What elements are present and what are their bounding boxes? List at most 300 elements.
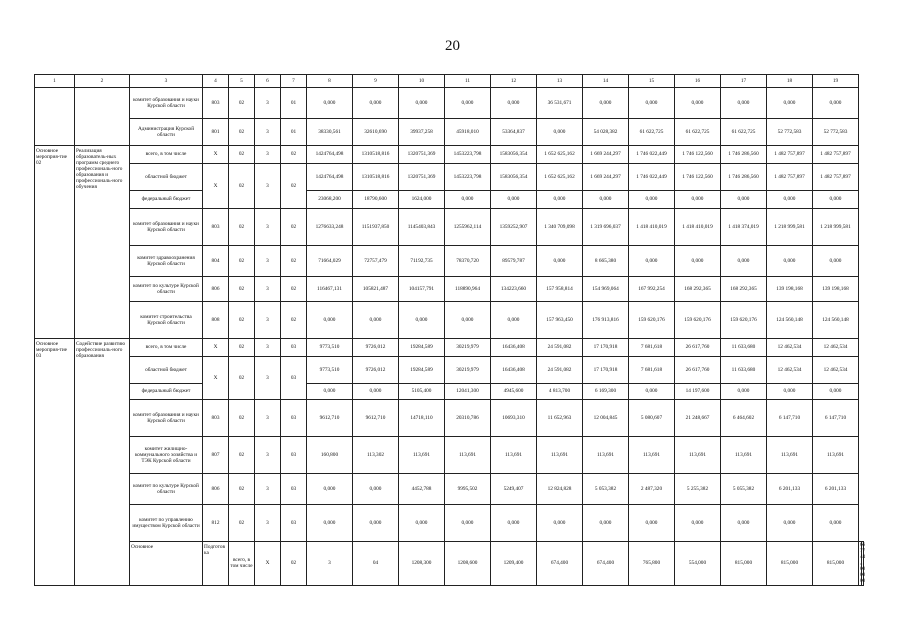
amount-cell: 52 772,583	[767, 119, 813, 146]
amount-cell: 815,000	[767, 542, 813, 586]
amount-cell: 1 218 999,581	[767, 209, 813, 246]
amount-cell: 1 669 244,297	[583, 146, 629, 164]
amount-cell: 0,000	[675, 88, 721, 119]
executor-cell: комитет образования и науки Курской области	[130, 88, 203, 119]
amount-cell: 4 813,700	[537, 384, 583, 400]
table-row	[35, 246, 864, 277]
amount-cell: 1 652 625,162	[537, 164, 583, 191]
amount-cell: 72757,479	[353, 246, 399, 277]
grbs-cell: 804	[203, 246, 229, 277]
amount-cell: 104157,791	[399, 277, 445, 302]
amount-cell: 168 292,365	[675, 277, 721, 302]
event-code-cell: 03	[281, 400, 307, 437]
amount-cell: 154 969,064	[583, 277, 629, 302]
program-code-cell: 3	[255, 505, 281, 542]
amount-cell: 0,000	[675, 191, 721, 209]
amount-cell: 6 169,300	[583, 384, 629, 400]
rzpr-cell: 02	[229, 437, 255, 474]
event-code-cell: 01	[281, 88, 307, 119]
amount-cell: 89579,787	[491, 246, 537, 277]
table-row	[35, 384, 864, 400]
amount-cell: 1359252,907	[491, 209, 537, 246]
amount-cell: 78370,720	[445, 246, 491, 277]
header-cell: 6	[255, 75, 281, 88]
amount-cell: 61 622,725	[721, 119, 767, 146]
amount-cell: 0,000	[813, 505, 859, 542]
amount-cell: 61 622,725	[675, 119, 721, 146]
amount-cell: 0,000	[537, 505, 583, 542]
amount-cell: 1208,600	[445, 542, 491, 586]
amount-cell: 54 028,382	[583, 119, 629, 146]
amount-cell: 18790,600	[353, 191, 399, 209]
event-code-cell: 02	[281, 277, 307, 302]
amount-cell: 0,000	[399, 88, 445, 119]
grbs-cell: 803	[203, 400, 229, 437]
amount-cell: 19284,589	[399, 357, 445, 384]
executor-cell: комитет строительства Курской области	[130, 302, 203, 339]
amount-cell: 1310518,816	[353, 164, 399, 191]
amount-cell: 1255962,114	[445, 209, 491, 246]
amount-cell: 118890,964	[445, 277, 491, 302]
rzpr-cell: 02	[281, 542, 307, 586]
amount-cell: 113,691	[537, 437, 583, 474]
amount-cell: 0,000	[629, 191, 675, 209]
amount-cell: 0,000	[307, 302, 353, 339]
executor-cell: всего, в том числе	[130, 146, 203, 164]
amount-cell: 12 462,534	[813, 357, 859, 384]
amount-cell: 12 824,828	[537, 474, 583, 505]
table-row	[35, 505, 864, 542]
amount-cell: 1 418 374,019	[721, 209, 767, 246]
event-title-cell	[75, 88, 130, 146]
amount-cell: 139 198,168	[813, 277, 859, 302]
amount-cell: 1 746 286,560	[721, 146, 767, 164]
header-row	[35, 75, 864, 88]
amount-cell: 11 633,680	[721, 357, 767, 384]
amount-cell: 0,000	[721, 505, 767, 542]
amount-cell: 1624,000	[399, 191, 445, 209]
amount-cell: 0,000	[813, 246, 859, 277]
event-number-cell	[35, 88, 75, 146]
amount-cell: 765,800	[629, 542, 675, 586]
amount-cell: 39937,258	[399, 119, 445, 146]
amount-cell: 0,000	[767, 88, 813, 119]
amount-cell: 0,000	[491, 505, 537, 542]
amount-cell: 0,000	[767, 384, 813, 400]
amount-cell: 0,000	[721, 384, 767, 400]
table-row	[35, 542, 864, 586]
amount-cell: 6 464,602	[721, 400, 767, 437]
executor-cell: областной бюджет	[130, 164, 203, 191]
table-row	[35, 302, 864, 339]
amount-cell: 53364,837	[491, 119, 537, 146]
amount-cell: 6 147,710	[767, 400, 813, 437]
amount-cell: 11 652,963	[537, 400, 583, 437]
amount-cell: 19284,589	[399, 339, 445, 357]
header-cell: 19	[813, 75, 859, 88]
amount-cell: 5249,407	[491, 474, 537, 505]
amount-cell: 1 418 410,019	[675, 209, 721, 246]
event-code-cell: 02	[281, 302, 307, 339]
amount-cell: 1209,400	[491, 542, 537, 586]
grbs-cell: Х	[203, 164, 229, 209]
amount-cell: 12041,300	[445, 384, 491, 400]
table-row	[35, 474, 864, 505]
amount-cell: 1208,300	[399, 542, 445, 586]
amount-cell: 12 004,845	[583, 400, 629, 437]
event-number-cell: Основное	[130, 542, 203, 586]
amount-cell: 0,000	[445, 302, 491, 339]
amount-cell: 1310518,816	[353, 146, 399, 164]
grbs-cell: Х	[203, 339, 229, 357]
header-cell: 17	[721, 75, 767, 88]
table-row	[35, 119, 864, 146]
amount-cell: 113,691	[721, 437, 767, 474]
event-number-cell: Основное мероприя-тие 03	[35, 339, 75, 586]
amount-cell: 1 418 410,019	[629, 209, 675, 246]
amount-cell: 0,000	[307, 505, 353, 542]
executor-cell: всего, в том числе	[229, 542, 255, 586]
program-code-cell: 3	[255, 437, 281, 474]
table-row	[35, 400, 864, 437]
program-code-cell: 3	[255, 302, 281, 339]
program-code-cell: 3	[255, 277, 281, 302]
amount-cell: 26 617,760	[675, 357, 721, 384]
amount-cell: 0,000	[629, 505, 675, 542]
amount-cell: 6 147,710	[813, 400, 859, 437]
event-code-cell: 02	[281, 209, 307, 246]
amount-cell: 1 746 122,560	[675, 164, 721, 191]
grbs-cell: 806	[203, 474, 229, 505]
amount-cell: 1276633,248	[307, 209, 353, 246]
amount-cell: 0,000	[767, 191, 813, 209]
amount-cell: 26 617,760	[675, 339, 721, 357]
amount-cell: 0,000	[353, 302, 399, 339]
header-cell: 1	[35, 75, 75, 88]
rzpr-cell: 02	[229, 474, 255, 505]
amount-cell: 159 620,176	[721, 302, 767, 339]
executor-cell: федеральный бюджет	[130, 191, 203, 209]
program-code-cell: 3	[307, 542, 353, 586]
amount-cell: 45918,010	[445, 119, 491, 146]
amount-cell: 9612,710	[307, 400, 353, 437]
amount-cell: 159 620,176	[629, 302, 675, 339]
rzpr-cell: 02	[229, 164, 255, 209]
amount-cell: 14718,110	[399, 400, 445, 437]
amount-cell: 23068,200	[307, 191, 353, 209]
amount-cell: 12 462,534	[767, 339, 813, 357]
amount-cell: 5 080,607	[629, 400, 675, 437]
amount-cell: 21 248,667	[675, 400, 721, 437]
amount-cell: 0,000	[813, 384, 859, 400]
rzpr-cell: 02	[229, 505, 255, 542]
program-code-cell: 3	[255, 119, 281, 146]
amount-cell: 5105,400	[399, 384, 445, 400]
amount-cell: 4452,788	[399, 474, 445, 505]
amount-cell: 12 462,534	[813, 339, 859, 357]
budget-table	[34, 74, 864, 586]
amount-cell: 2 487,320	[629, 474, 675, 505]
amount-cell: 674,000	[860, 542, 863, 585]
event-title-cell: Реализация образователь-ных программ среднего профессиональ-ного образования и профессиональ-ного обучения	[75, 146, 130, 339]
amount-cell: 0,000	[583, 505, 629, 542]
amount-cell: 1 669 244,297	[583, 164, 629, 191]
amount-cell: 1 340 709,098	[537, 209, 583, 246]
amount-cell: 1424764,498	[307, 146, 353, 164]
executor-cell: комитет образования и науки Курской области	[130, 209, 203, 246]
amount-cell: 20310,786	[445, 400, 491, 437]
amount-cell: 0,000	[721, 246, 767, 277]
program-code-cell: 3	[255, 209, 281, 246]
amount-cell: 0,000	[445, 505, 491, 542]
table-row	[35, 357, 864, 384]
amount-cell: 0,000	[629, 384, 675, 400]
amount-cell: 1 746 286,560	[721, 164, 767, 191]
amount-cell: 0,000	[445, 191, 491, 209]
amount-cell: 124 560,148	[813, 302, 859, 339]
header-cell: 18	[767, 75, 813, 88]
event-code-cell: 01	[281, 119, 307, 146]
amount-cell: 1424764,498	[307, 164, 353, 191]
amount-cell: 71664,029	[307, 246, 353, 277]
amount-cell: 1 746 022,449	[629, 146, 675, 164]
amount-cell: 0,000	[813, 191, 859, 209]
amount-cell: 32610,690	[353, 119, 399, 146]
rzpr-cell: 02	[229, 302, 255, 339]
rzpr-cell: 02	[229, 357, 255, 400]
amount-cell: 9726,012	[353, 339, 399, 357]
program-code-cell: 3	[255, 88, 281, 119]
amount-cell: 0,000	[307, 384, 353, 400]
page-number: 20	[445, 38, 460, 54]
amount-cell: 0,000	[767, 505, 813, 542]
grbs-cell: 808	[203, 302, 229, 339]
amount-cell: 113,691	[445, 437, 491, 474]
header-cell: 4	[203, 75, 229, 88]
amount-cell: 674,400	[537, 542, 583, 586]
amount-cell: 113,302	[353, 437, 399, 474]
amount-cell: 139 198,168	[767, 277, 813, 302]
amount-cell: 0,000	[399, 505, 445, 542]
amount-cell: 1 482 757,897	[767, 164, 813, 191]
event-code-cell: 03	[281, 474, 307, 505]
amount-cell: 1 319 696,037	[583, 209, 629, 246]
program-code-cell: 3	[255, 357, 281, 400]
amount-cell: 0,000	[583, 88, 629, 119]
executor-cell: комитет жилищно-коммунального хозяйства и ТЭК Курской области	[130, 437, 203, 474]
amount-cell: 24 591,082	[537, 357, 583, 384]
program-code-cell: 3	[255, 146, 281, 164]
amount-cell: 674,000	[862, 542, 866, 585]
amount-cell: 10693,310	[491, 400, 537, 437]
amount-cell: 14 197,600	[675, 384, 721, 400]
amount-cell: 168 292,365	[721, 277, 767, 302]
header-cell: 15	[629, 75, 675, 88]
rzpr-cell: 02	[229, 277, 255, 302]
amount-cell: 0,000	[675, 505, 721, 542]
table-row	[35, 191, 864, 209]
amount-cell: 0,000	[353, 474, 399, 505]
amount-cell: 0,000	[537, 191, 583, 209]
amount-cell: 9773,510	[307, 339, 353, 357]
rzpr-cell: 02	[229, 209, 255, 246]
rzpr-cell: 02	[229, 146, 255, 164]
executor-cell: Администрация Курской области	[130, 119, 203, 146]
grbs-cell: Х	[203, 146, 229, 164]
header-cell: 9	[353, 75, 399, 88]
amount-cell: 124 560,148	[767, 302, 813, 339]
amount-cell: 1453223,798	[445, 146, 491, 164]
header-cell: 2	[75, 75, 130, 88]
rzpr-cell: 02	[229, 400, 255, 437]
amount-cell: 105821,487	[353, 277, 399, 302]
amount-cell: 554,000	[675, 542, 721, 586]
amount-cell: 17 170,918	[583, 357, 629, 384]
amount-cell: 1145403,843	[399, 209, 445, 246]
event-code-cell: 04	[353, 542, 399, 586]
executor-cell: комитет по культуре Курской области	[130, 277, 203, 302]
event-code-cell: 03	[281, 357, 307, 400]
rzpr-cell: 02	[229, 246, 255, 277]
event-number-cell: Основное мероприя-тие 02	[35, 146, 75, 339]
header-cell: 11	[445, 75, 491, 88]
grbs-cell: 807	[203, 437, 229, 474]
amount-cell: 5 055,382	[721, 474, 767, 505]
header-cell: 7	[281, 75, 307, 88]
amount-cell: 167 992,254	[629, 277, 675, 302]
amount-cell: 9995,502	[445, 474, 491, 505]
amount-cell: 0,000	[583, 191, 629, 209]
amount-cell: 9726,012	[353, 357, 399, 384]
table-row	[35, 339, 864, 357]
header-cell: 10	[399, 75, 445, 88]
grbs-cell: Х	[203, 357, 229, 400]
amount-cell: 16436,408	[491, 339, 537, 357]
event-code-cell: 02	[281, 146, 307, 164]
amount-cell: 1320751,369	[399, 164, 445, 191]
event-code-cell: 03	[281, 339, 307, 357]
rzpr-cell: 02	[229, 88, 255, 119]
header-cell: 8	[307, 75, 353, 88]
amount-cell: 1 482 757,897	[813, 164, 859, 191]
header-cell: 14	[583, 75, 629, 88]
table-row	[35, 209, 864, 246]
amount-cell: 113,691	[491, 437, 537, 474]
amount-cell: 71192,735	[399, 246, 445, 277]
event-title-cell: Подготовка	[203, 542, 229, 586]
amount-cell: 160,800	[307, 437, 353, 474]
amount-cell: 8 665,380	[583, 246, 629, 277]
amount-cell: 0,000	[353, 505, 399, 542]
executor-cell: комитет по управлению имуществом Курской области	[130, 505, 203, 542]
amount-cell: 815,000	[813, 542, 859, 586]
grbs-cell: Х	[255, 542, 281, 586]
amount-cell: 24 591,082	[537, 339, 583, 357]
header-cell: 5	[229, 75, 255, 88]
amount-cell: 674,400	[583, 542, 629, 586]
executor-cell: федеральный бюджет	[130, 384, 203, 400]
amount-cell: 0,000	[491, 191, 537, 209]
amount-cell: 157 963,450	[537, 302, 583, 339]
amount-cell: 113,691	[629, 437, 675, 474]
amount-cell: 113,691	[675, 437, 721, 474]
table-row	[35, 277, 864, 302]
rzpr-cell: 02	[229, 339, 255, 357]
amount-cell: 36 531,671	[537, 88, 583, 119]
amount-cell: 0,000	[721, 191, 767, 209]
amount-cell: 6 201,133	[813, 474, 859, 505]
header-cell: 12	[491, 75, 537, 88]
program-code-cell: 3	[255, 246, 281, 277]
amount-cell: 1151937,850	[353, 209, 399, 246]
amount-cell: 9612,710	[353, 400, 399, 437]
amount-cell: 1 746 122,560	[675, 146, 721, 164]
grbs-cell: 812	[203, 505, 229, 542]
executor-cell: всего, в том числе	[130, 339, 203, 357]
amount-cell: 0,000	[629, 246, 675, 277]
table-row	[35, 88, 864, 119]
amount-cell: 116467,131	[307, 277, 353, 302]
amount-cell: 0,000	[767, 246, 813, 277]
amount-cell: 17 170,918	[583, 339, 629, 357]
amount-cell: 0,000	[307, 474, 353, 505]
executor-cell: комитет здравоохранения Курской области	[130, 246, 203, 277]
program-code-cell: 3	[255, 474, 281, 505]
amount-cell: 1583056,354	[491, 146, 537, 164]
amount-cell: 7 681,618	[629, 339, 675, 357]
header-cell: 3	[130, 75, 203, 88]
amount-cell: 159 620,176	[675, 302, 721, 339]
amount-cell: 0,000	[353, 384, 399, 400]
amount-cell: 1320751,369	[399, 146, 445, 164]
amount-cell: 12 462,534	[767, 357, 813, 384]
amount-cell: 0,000	[353, 88, 399, 119]
program-code-cell: 3	[255, 339, 281, 357]
amount-cell: 0,000	[307, 88, 353, 119]
amount-cell: 0,000	[813, 88, 859, 119]
grbs-cell: 803	[203, 209, 229, 246]
amount-cell: 0,000	[537, 246, 583, 277]
amount-cell: 113,691	[767, 437, 813, 474]
amount-cell: 9773,510	[307, 357, 353, 384]
rzpr-cell: 02	[229, 119, 255, 146]
amount-cell: 6 201,133	[767, 474, 813, 505]
amount-cell: 134223,660	[491, 277, 537, 302]
program-code-cell: 3	[255, 400, 281, 437]
amount-cell: 5 053,382	[583, 474, 629, 505]
amount-cell: 5 255,382	[675, 474, 721, 505]
event-code-cell: 02	[281, 164, 307, 209]
event-code-cell: 03	[281, 437, 307, 474]
amount-cell: 30219,979	[445, 357, 491, 384]
program-code-cell: 3	[255, 164, 281, 209]
amount-cell: 0,000	[629, 88, 675, 119]
amount-cell: 1 218 999,581	[813, 209, 859, 246]
amount-cell: 4945,600	[491, 384, 537, 400]
header-cell: 16	[675, 75, 721, 88]
amount-cell: 1 482 757,897	[813, 146, 859, 164]
amount-cell: 1583056,354	[491, 164, 537, 191]
amount-cell: 0,000	[491, 302, 537, 339]
event-code-cell: 02	[281, 246, 307, 277]
amount-cell: 113,691	[813, 437, 859, 474]
amount-cell: 1 652 625,162	[537, 146, 583, 164]
grbs-cell: 806	[203, 277, 229, 302]
amount-cell: 38330,561	[307, 119, 353, 146]
amount-cell: 815,000	[721, 542, 767, 586]
amount-cell: 11 633,680	[721, 339, 767, 357]
amount-cell: 157 958,814	[537, 277, 583, 302]
